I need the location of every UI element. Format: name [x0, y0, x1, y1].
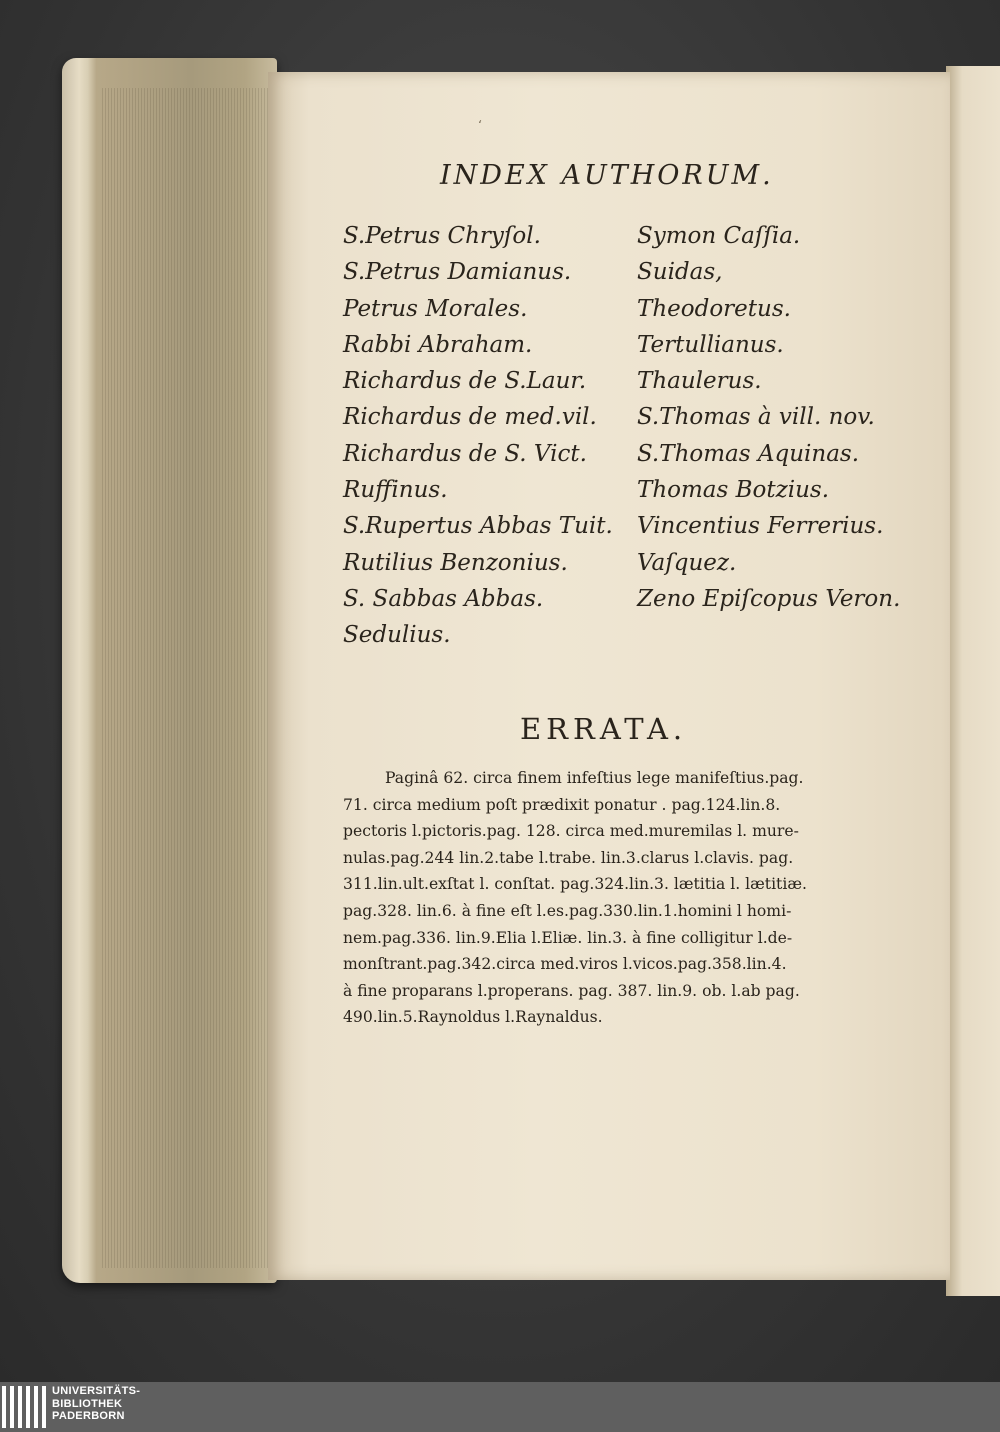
author-entry: Thaulerus.: [637, 368, 762, 395]
author-entry: S.Thomas à vill. nov.: [637, 404, 875, 431]
author-entry: Rabbi Abraham.: [343, 331, 533, 358]
author-entry: Vaſquez.: [637, 549, 737, 576]
author-entry: S.Rupertus Abbas Tuit.: [343, 513, 613, 540]
errata-text: [343, 765, 911, 1031]
logo-line: BIBLIOTHEK: [52, 1397, 123, 1410]
errata-line: à fine proparans l.properans. pag. 387. lin.9. ob. l.ab pag.: [343, 981, 800, 1000]
book-page-edges: [62, 58, 277, 1283]
errata-line: pectoris l.pictoris.pag. 128. circa med.muremilas l. mure-: [343, 822, 799, 841]
logo-line: UNIVERSITÄTS-: [52, 1385, 141, 1397]
author-entry: Rutilius Benzonius.: [343, 549, 568, 576]
author-entry: Richardus de S.Laur.: [343, 368, 587, 395]
library-logo-icon: [2, 1386, 46, 1428]
facing-page-edge: [946, 66, 1000, 1296]
author-entry: Symon Caſſia.: [637, 223, 801, 249]
errata-line: 490.lin.5.Raynoldus l.Raynaldus.: [343, 1008, 603, 1027]
page-title: INDEX AUTHORUM.: [440, 160, 774, 191]
author-entry: Richardus de S. Vict.: [343, 440, 587, 467]
errata-line: pag.328. lin.6. à fine eſt l.es.pag.330.lin.1.homini l homi-: [343, 901, 792, 920]
author-entry: S.Petrus Chryſol.: [343, 223, 541, 249]
author-entry: S.Thomas Aquinas.: [637, 440, 860, 467]
errata-line: monſtrant.pag.342.circa med.viros l.vicos.pag.358.lin.4.: [343, 955, 787, 974]
authors-column-left: [343, 218, 613, 654]
errata-line: 311.lin.ult.exſtat l. conſtat. pag.324.lin.3. lætitia l. lætitiæ.: [343, 875, 807, 894]
errata-line: 71. circa medium poſt prædixit ponatur . pag.124.lin.8.: [343, 795, 781, 814]
errata-line: nem.pag.336. lin.9.Elia l.Eliæ. lin.3. à fine colligitur l.de-: [343, 928, 793, 947]
errata-heading: ERRATA.: [520, 712, 688, 746]
author-entry: Ruffinus.: [343, 477, 448, 504]
errata-line: nulas.pag.244 lin.2.tabe l.trabe. lin.3.clarus l.clavis. pag.: [343, 848, 794, 867]
author-entry: Zeno Epiſcopus Veron.: [637, 585, 901, 612]
author-entry: Sedulius.: [343, 622, 451, 649]
author-entry: Tertullianus.: [637, 331, 784, 358]
authors-column-right: [637, 218, 900, 617]
author-entry: Suidas,: [637, 259, 723, 286]
library-footer-bar: [0, 1382, 1000, 1432]
author-entry: S. Sabbas Abbas.: [343, 585, 544, 612]
author-entry: Theodoretus.: [637, 295, 791, 322]
author-entry: S.Petrus Damianus.: [343, 259, 572, 286]
ink-mark: ʻ: [478, 118, 482, 132]
errata-line: Paginâ 62. circa finem infeſtius lege manifeſtius.pag.: [385, 769, 804, 787]
author-entry: Petrus Morales.: [343, 295, 528, 322]
author-entry: Vincentius Ferrerius.: [637, 513, 884, 540]
author-entry: Richardus de med.vil.: [343, 404, 597, 431]
author-entry: Thomas Botzius.: [637, 477, 830, 504]
library-logo-text: [52, 1385, 140, 1423]
logo-line: PADERBORN: [52, 1410, 125, 1422]
